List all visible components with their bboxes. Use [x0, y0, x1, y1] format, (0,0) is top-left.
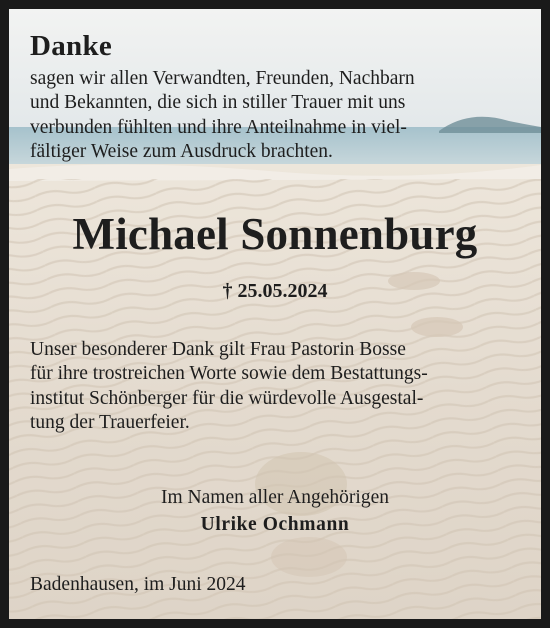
intro-line: und Bekannten, die sich in stiller Trauer mit uns: [30, 92, 406, 114]
intro-line: verbunden fühlten und ihre Anteilnahme in viel-: [30, 116, 407, 138]
intro-paragraph: [30, 67, 516, 164]
heading-danke: Danke: [30, 30, 113, 62]
thanks-paragraph: [30, 338, 516, 435]
thanks-line: institut Schönberger für die würdevolle Ausgestal-: [30, 387, 424, 409]
death-date: † 25.05.2024: [222, 280, 328, 302]
thanks-line: Unser besonderer Dank gilt Frau Pastorin Bosse: [30, 339, 406, 360]
signature-intro: Im Namen aller Angehörigen: [161, 487, 389, 508]
place-date: Badenhausen, im Juni 2024: [30, 574, 246, 595]
thanks-line: tung der Trauerfeier.: [30, 411, 190, 433]
intro-line: sagen wir allen Verwandten, Freunden, Nachbarn: [30, 68, 415, 89]
signature-name: Ulrike Ochmann: [200, 514, 350, 535]
notice-text: [9, 9, 541, 619]
intro-line: fältiger Weise zum Ausdruck brachten.: [30, 140, 333, 162]
deceased-name: Michael Sonnenburg: [72, 209, 478, 259]
thanks-line: für ihre trostreichen Worte sowie dem Bestattungs-: [30, 363, 428, 385]
